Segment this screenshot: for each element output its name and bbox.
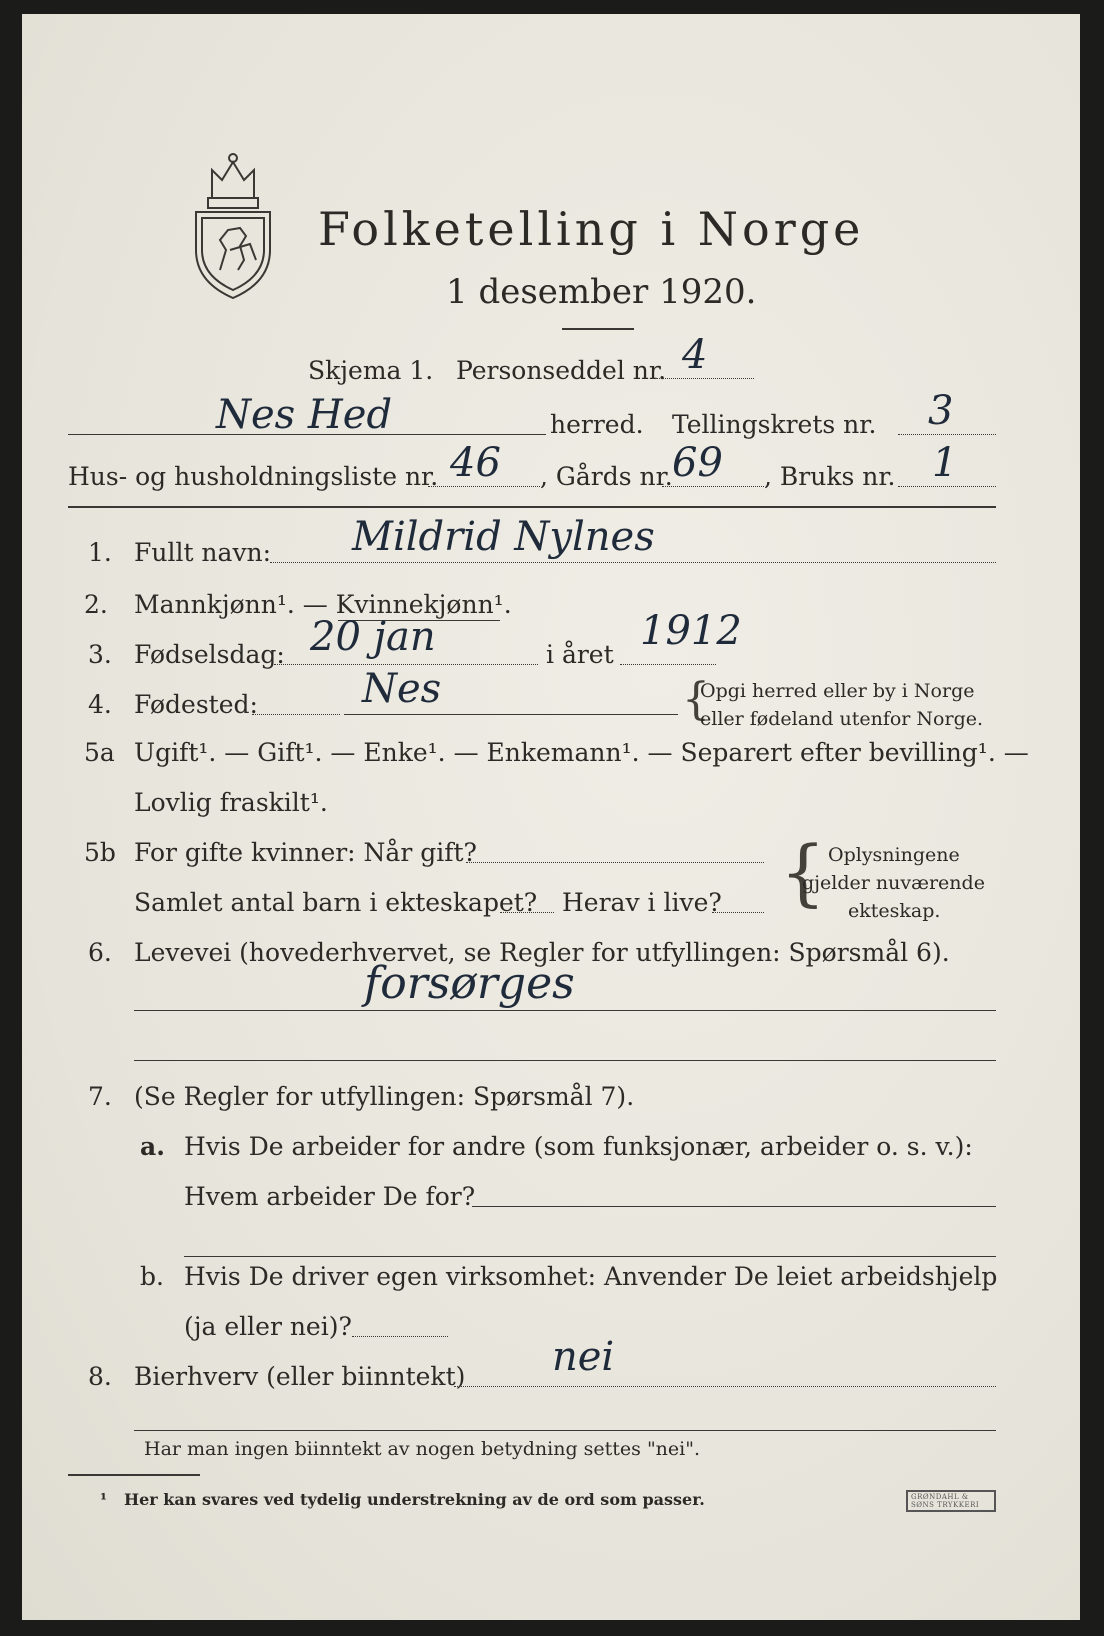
- q8-extra-line: [134, 1430, 996, 1431]
- q5b-note1: Oplysningene: [828, 844, 960, 866]
- title-divider: [562, 328, 634, 330]
- q5b-alive-label: Herav i live?: [562, 888, 722, 917]
- q6-occupation-value[interactable]: forsørges: [364, 958, 575, 1009]
- gards-label: , Gårds nr.: [540, 462, 673, 491]
- census-date: 1 desember 1920.: [446, 272, 757, 312]
- coat-of-arms-icon: [190, 150, 276, 302]
- q5b-note2: gjelder nuværende: [802, 872, 985, 894]
- printer-stamp: GRØNDAHL & SØNS TRYKKERI: [906, 1490, 996, 1512]
- personseddel-value[interactable]: 4: [682, 332, 708, 378]
- bruks-value[interactable]: 1: [932, 440, 958, 486]
- q8-label: Bierhverv (eller biinntekt): [134, 1362, 466, 1391]
- q4-note-line1: Opgi herred eller by i Norge: [700, 680, 975, 702]
- q4-line-b: [344, 714, 678, 715]
- q5a-line2: Lovlig fraskilt¹.: [134, 788, 328, 817]
- q7b-answer-line: [352, 1336, 448, 1337]
- q2-number: 2.: [84, 590, 108, 619]
- q3-label: Fødselsdag:: [134, 640, 285, 669]
- q7b-line2: (ja eller nei)?: [184, 1312, 352, 1341]
- footnote-mark: ¹: [100, 1490, 108, 1509]
- q1-line: [270, 562, 996, 563]
- q7b-letter: b.: [140, 1262, 164, 1291]
- herred-label: herred.: [550, 410, 644, 439]
- husliste-line: [428, 486, 540, 487]
- q3-day-line: [274, 664, 538, 665]
- q3-day-value[interactable]: 20 jan: [310, 614, 436, 660]
- q5b-note-brace: {: [780, 830, 826, 914]
- q7b-line1: Hvis De driver egen virksomhet: Anvender De leiet arbeidshjelp: [184, 1262, 998, 1291]
- q4-birthplace-value[interactable]: Nes: [362, 666, 442, 712]
- gards-line: [662, 486, 764, 487]
- q5b-children-line: [500, 912, 554, 913]
- q2-label: Mannkjønn¹. — Kvinnekjønn¹.: [134, 590, 512, 619]
- tellingskrets-value[interactable]: 3: [928, 388, 954, 434]
- form-title: Folketelling i Norge: [318, 202, 865, 256]
- q3-year-value[interactable]: 1912: [640, 608, 742, 654]
- q7-label: (Se Regler for utfyllingen: Spørsmål 7).: [134, 1082, 635, 1111]
- personseddel-line: [652, 378, 754, 379]
- q5b-alive-line: [712, 912, 764, 913]
- q7a-extra-line: [184, 1256, 996, 1257]
- note-biinntekt: Har man ingen biinntekt av nogen betydning settes "nei".: [144, 1438, 701, 1460]
- q8-value[interactable]: nei: [552, 1334, 615, 1380]
- q6-label: Levevei (hovederhvervet, se Regler for utfyllingen: Spørsmål 6).: [134, 938, 950, 967]
- gards-value[interactable]: 69: [672, 440, 723, 486]
- q7-number: 7.: [88, 1082, 112, 1111]
- q4-label: Fødested:: [134, 690, 258, 719]
- q7a-employer-line: [472, 1206, 996, 1207]
- q6-number: 6.: [88, 938, 112, 967]
- bruks-line: [898, 486, 996, 487]
- herred-value[interactable]: Nes Hed: [216, 392, 393, 438]
- tellingskrets-line: [898, 434, 996, 435]
- q3-number: 3.: [88, 640, 112, 669]
- q5b-note3: ekteskap.: [848, 900, 941, 922]
- q8-number: 8.: [88, 1362, 112, 1391]
- q6-line1: [134, 1010, 996, 1011]
- q7a-line1: Hvis De arbeider for andre (som funksjonær, arbeider o. s. v.):: [184, 1132, 973, 1161]
- q5a-line1: Ugift¹. — Gift¹. — Enke¹. — Enkemann¹. — Separert efter bevilling¹. —: [134, 738, 1029, 767]
- q4-number: 4.: [88, 690, 112, 719]
- q5a-number: 5a: [84, 738, 115, 767]
- tellingskrets-label: Tellingskrets nr.: [672, 410, 877, 439]
- q8-line: [454, 1386, 996, 1387]
- q5b-gift-line: [466, 862, 764, 863]
- husliste-value[interactable]: 46: [450, 440, 501, 486]
- q5b-line1: For gifte kvinner: Når gift?: [134, 838, 477, 867]
- q4-note-brace: {: [682, 674, 710, 725]
- q1-label: Fullt navn:: [134, 538, 272, 567]
- footnote-text: Her kan svares ved tydelig understrekning av de ord som passer.: [124, 1490, 705, 1509]
- husliste-label: Hus- og husholdningsliste nr.: [68, 462, 439, 491]
- bruks-label: , Bruks nr.: [764, 462, 896, 491]
- header-divider: [68, 506, 996, 508]
- schema-label: Skjema 1.: [308, 356, 434, 385]
- q1-name-value[interactable]: Mildrid Nylnes: [352, 514, 655, 560]
- q7a-line2: Hvem arbeider De for?: [184, 1182, 476, 1211]
- personseddel-label: Personseddel nr.: [456, 356, 667, 385]
- footnote-divider: [68, 1474, 200, 1476]
- q1-number: 1.: [88, 538, 112, 567]
- q6-line2: [134, 1060, 996, 1061]
- q3-year-label: i året: [546, 640, 614, 669]
- census-form: [22, 14, 1080, 1620]
- q7a-letter: a.: [140, 1132, 165, 1161]
- q5b-children-label: Samlet antal barn i ekteskapet?: [134, 888, 538, 917]
- q3-year-line: [620, 664, 716, 665]
- q5b-number: 5b: [84, 838, 116, 867]
- q4-line-a: [252, 714, 340, 715]
- q4-note-line2: eller fødeland utenfor Norge.: [700, 708, 984, 730]
